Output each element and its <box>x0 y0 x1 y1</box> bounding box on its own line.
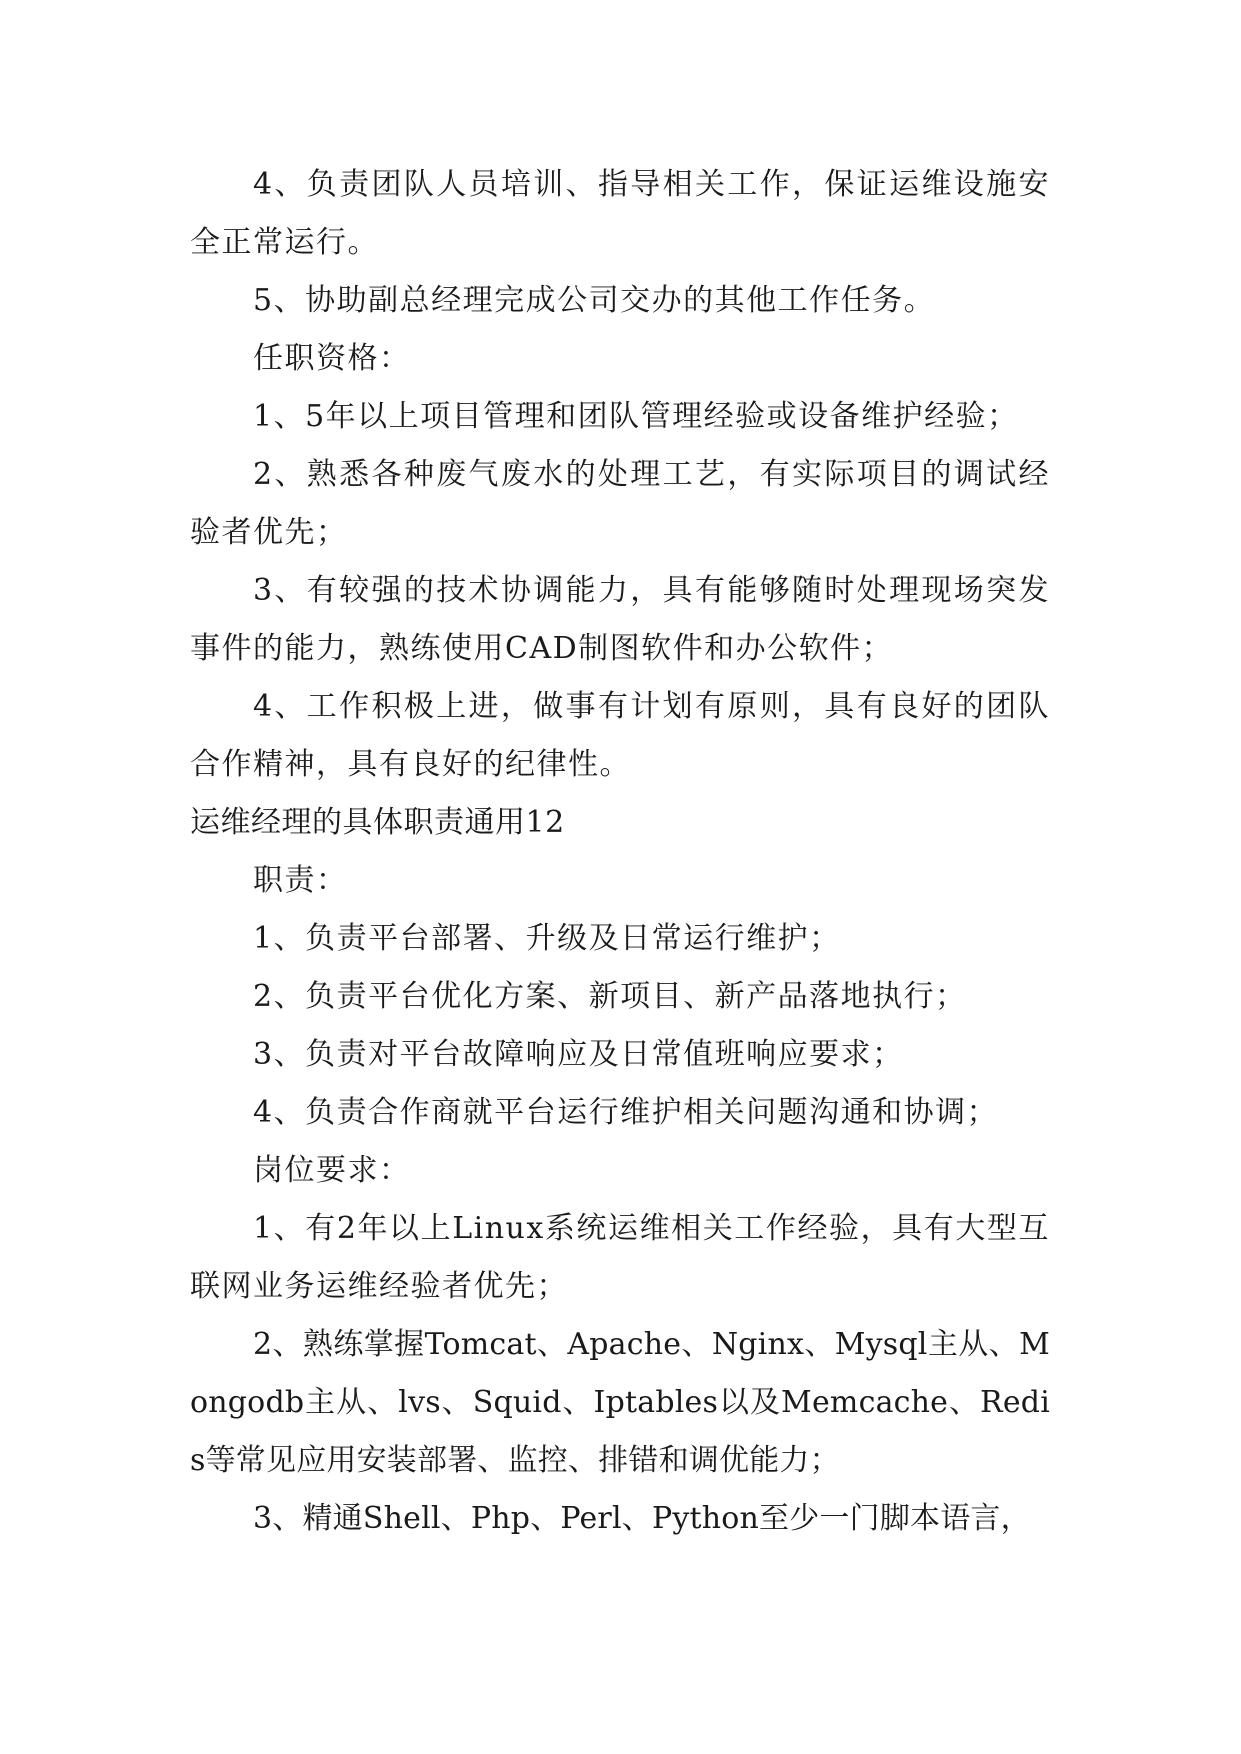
paragraph-qualification-1: 1、5年以上项目管理和团队管理经验或设备维护经验； <box>253 399 1019 434</box>
paragraph-qualifications-heading: 任职资格： <box>253 341 411 376</box>
paragraph-qualification-3: 3、有较强的技术协调能力，具有能够随时处理现场突发事件的能力，熟练使用CAD制图软件和办公软件； <box>190 573 1050 666</box>
paragraph-training-duty: 4、负责团队人员培训、指导相关工作，保证运维设施安全正常运行。 <box>190 167 1050 260</box>
paragraph-requirement-1: 1、有2年以上Linux系统运维相关工作经验，具有大型互联网业务运维经验者优先； <box>190 1211 1050 1304</box>
paragraph-assist-duty: 5、协助副总经理完成公司交办的其他工作任务。 <box>253 283 936 318</box>
paragraph-qualification-4: 4、工作积极上进，做事有计划有原则，具有良好的团队合作精神，具有良好的纪律性。 <box>190 689 1050 782</box>
paragraph-qualification-2: 2、熟悉各种废气废水的处理工艺，有实际项目的调试经验者优先； <box>190 457 1050 550</box>
paragraph-requirement-2: 2、熟练掌握Tomcat、Apache、Nginx、Mysql主从、Mongodb主从、lvs、Squid、Iptables以及Memcache、Redis等常见应用安装部署、监控、排错和调优能力； <box>190 1327 1050 1478</box>
paragraph-requirement-3: 3、精通Shell、Php、Perl、Python至少一门脚本语言， <box>253 1501 1031 1536</box>
document-body <box>190 156 1050 1548</box>
paragraph-duty-3: 3、负责对平台故障响应及日常值班响应要求； <box>253 1037 904 1072</box>
paragraph-duty-1: 1、负责平台部署、升级及日常运行维护； <box>253 921 841 956</box>
paragraph-duties-heading: 职责： <box>253 863 348 898</box>
paragraph-duty-4: 4、负责合作商就平台运行维护相关问题沟通和协调； <box>253 1095 999 1130</box>
paragraph-duty-2: 2、负责平台优化方案、新项目、新产品落地执行； <box>253 979 967 1014</box>
paragraph-requirements-heading: 岗位要求： <box>253 1153 411 1188</box>
section-heading: 运维经理的具体职责通用12 <box>190 805 565 840</box>
